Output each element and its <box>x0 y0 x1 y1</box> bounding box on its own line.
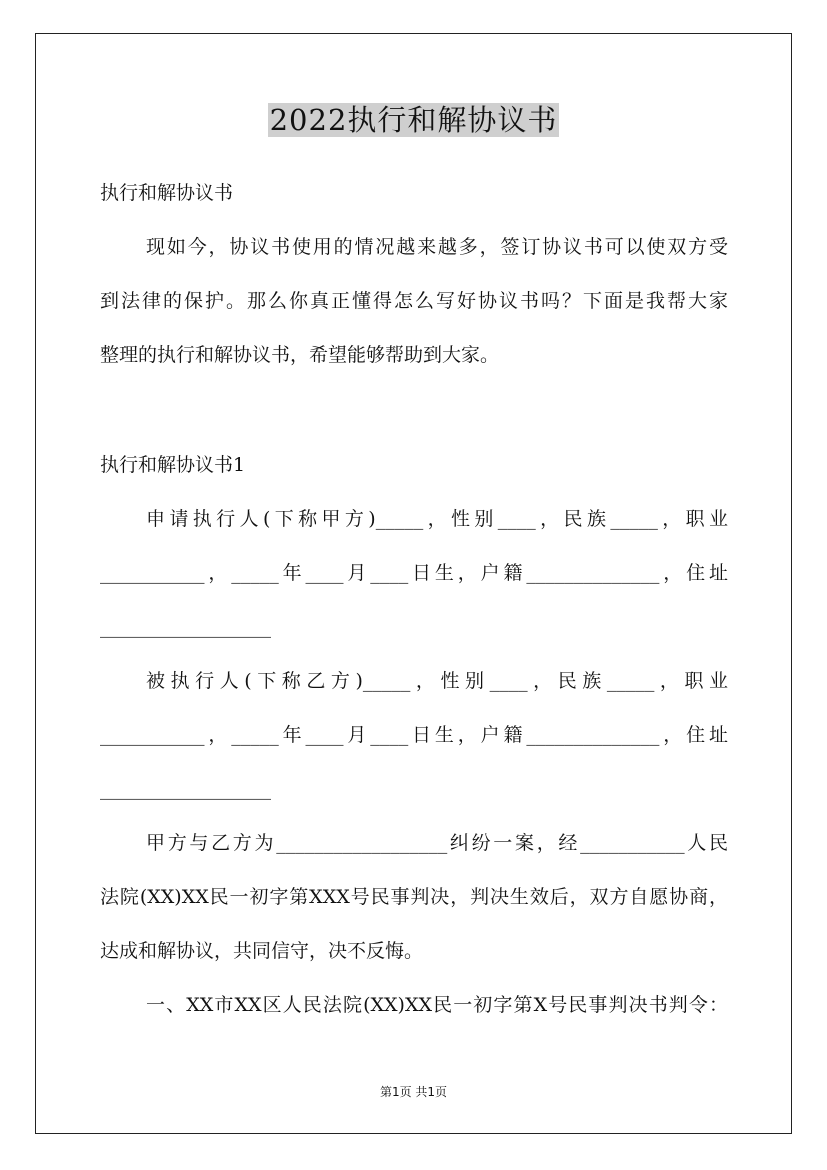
applicant-line-3: __________________ <box>100 616 271 638</box>
applicant-line-2: ___________，_____年____月____日生，户籍______________，住址 <box>100 562 728 584</box>
document-heading: 执行和解协议书 <box>100 182 234 204</box>
section1-heading: 执行和解协议书1 <box>100 454 246 476</box>
page-footer: 第1页 共1页 <box>379 1085 448 1099</box>
intro-line-3: 整理的执行和解协议书，希望能够帮助到大家。 <box>100 344 500 366</box>
agreement-line-1: 甲方与乙方为__________________纠纷一案，经___________人民 <box>146 832 728 854</box>
intro-line-2: 到法律的保护。那么你真正懂得怎么写好协议书吗？下面是我帮大家 <box>100 290 728 312</box>
clause1-line: 一、XX市XX区人民法院(XX)XX民一初字第X号民事判决书判令： <box>146 994 728 1016</box>
agreement-line-2: 法院(XX)XX民一初字第XXX号民事判决，判决生效后，双方自愿协商， <box>100 886 728 908</box>
respondent-line-3: __________________ <box>100 778 271 800</box>
document-title: 2022执行和解协议书 <box>269 103 558 137</box>
agreement-line-3: 达成和解协议，共同信守，决不反悔。 <box>100 940 424 962</box>
respondent-line-1: 被执行人(下称乙方)_____，性别____，民族_____，职业 <box>146 670 728 692</box>
intro-line-1: 现如今，协议书使用的情况越来越多，签订协议书可以使双方受 <box>146 236 728 258</box>
respondent-line-2: ___________，_____年____月____日生，户籍______________，住址 <box>100 724 728 746</box>
applicant-line-1: 申请执行人(下称甲方)_____，性别____，民族_____，职业 <box>146 508 728 530</box>
